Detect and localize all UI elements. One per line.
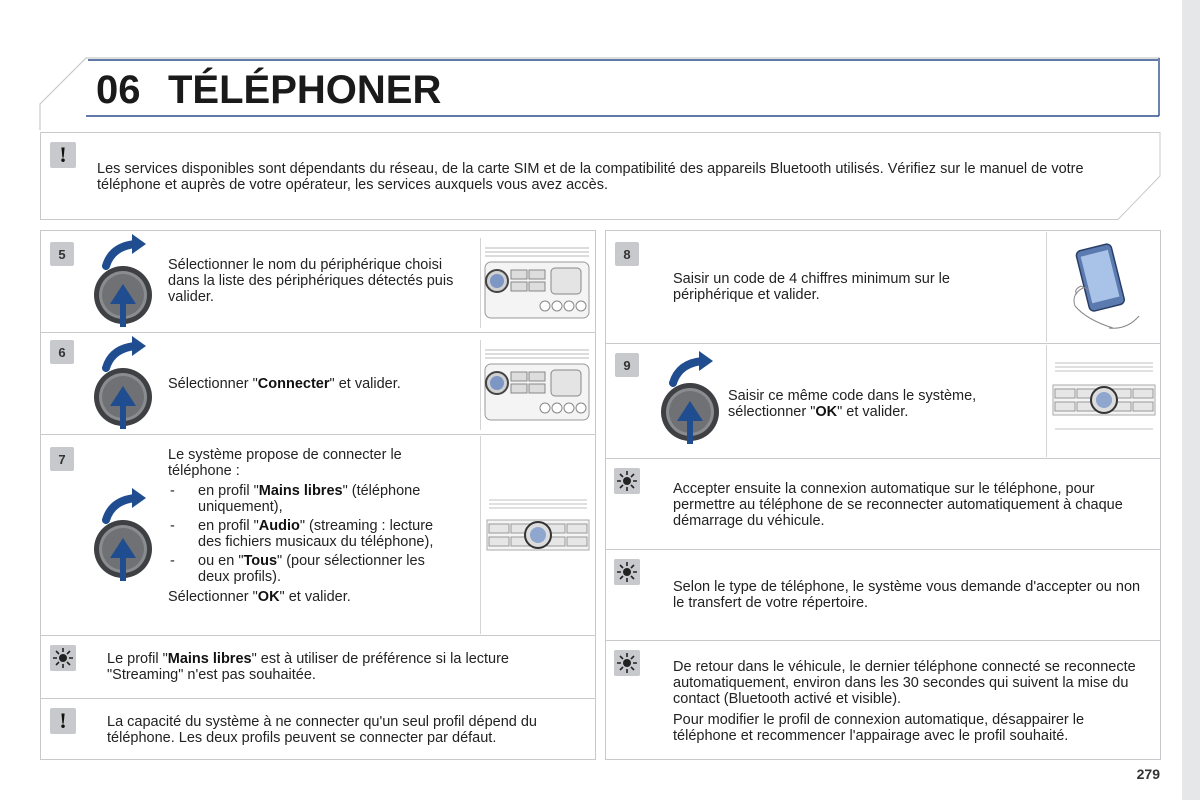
profile-options-list [168, 483, 458, 585]
step-7-intro: Le système propose de connecter le téléphone : [168, 447, 402, 479]
sun-icon [50, 645, 76, 671]
step-badge: 8 [615, 242, 639, 266]
smartphone-icon [1046, 232, 1160, 342]
list-item: - en profil "Mains libres" (téléphone uniquement), [168, 483, 458, 515]
rotary-knob-icon [88, 232, 158, 332]
radio-panel-image [480, 238, 592, 328]
tip-retour-paragraph-1: De retour dans le véhicule, le dernier téléphone connecté se reconnecte automatiquement, environ dans les 30 secondes qui suivent la mise du contact (Bluetooth activé et visible). [673, 659, 1136, 707]
step-7-outro: Sélectionner "OK" et valider. [168, 589, 351, 605]
top-warning-text: Les services disponibles sont dépendants du réseau, de la carte SIM et de la compatibilité des appareils Bluetooth utilisés. Vérifiez sur le manuel de votre téléphone et auprès de votre opérateur, les services auxquels vous avez accès. [97, 161, 1084, 193]
sun-icon [614, 468, 640, 494]
list-item: - en profil "Audio" (streaming : lecture des fichiers musicaux du téléphone), [168, 518, 458, 550]
tip-retour-text [673, 659, 1148, 744]
step-6-text: Sélectionner "Connecter" et valider. [168, 376, 401, 392]
step-9-text: Saisir ce même code dans le système, sélectionner "OK" et valider. [728, 388, 977, 420]
radio-panel-image [1046, 345, 1160, 457]
step-7-text [168, 447, 458, 605]
chapter-title: TÉLÉPHONER [168, 68, 442, 112]
rotary-knob-icon [88, 486, 158, 586]
step-badge: 9 [615, 353, 639, 377]
step-badge: 6 [50, 340, 74, 364]
step-badge: 7 [50, 447, 74, 471]
tip-accept-text: Accepter ensuite la connexion automatique sur le téléphone, pour permettre au téléphone de se reconnecter automatiquement à chaque démarrage du véhicule. [673, 481, 1123, 529]
tip-mains-libres-text: Le profil "Mains libres" est à utiliser de préférence si la lecture "Streaming" n'est pas souhaitée. [107, 651, 509, 683]
rotary-knob-icon [88, 334, 158, 434]
radio-panel-image [480, 436, 594, 634]
sun-icon [614, 650, 640, 676]
alert-icon: ! [50, 142, 76, 168]
rotary-knob-icon [655, 349, 725, 449]
step-5-text: Sélectionner le nom du périphérique choisi dans la liste des périphériques détectés puis valider. [168, 257, 454, 305]
bottom-warning-text: La capacité du système à ne connecter qu'un seul profil dépend du téléphone. Les deux profils peuvent se connecter par défaut. [107, 714, 538, 746]
tip-retour-paragraph-2: Pour modifier le profil de connexion automatique, désappairer le téléphone et recommencer l'appairage avec le profil souhaité. [673, 712, 1085, 744]
step-8-text: Saisir un code de 4 chiffres minimum sur le périphérique et valider. [673, 271, 950, 303]
page-number: 279 [1136, 766, 1160, 782]
chapter-number: 06 [96, 68, 141, 112]
step-badge: 5 [50, 242, 74, 266]
tip-selon-text: Selon le type de téléphone, le système vous demande d'accepter ou non le transfert de votre répertoire. [673, 579, 1141, 611]
list-item: - ou en "Tous" (pour sélectionner les deux profils). [168, 553, 458, 585]
radio-panel-image [480, 340, 592, 430]
sun-icon [614, 559, 640, 585]
alert-icon: ! [50, 708, 76, 734]
